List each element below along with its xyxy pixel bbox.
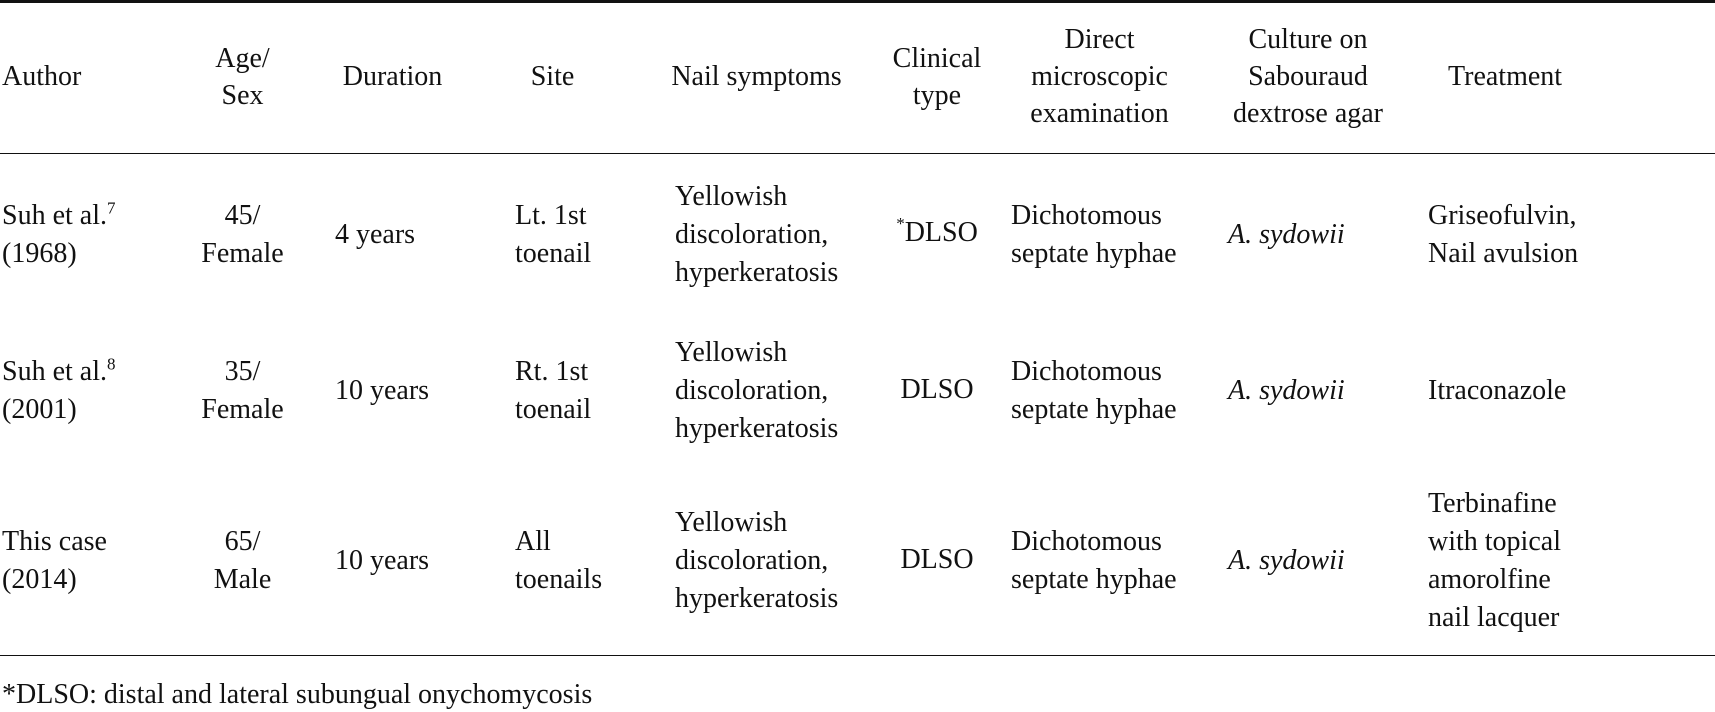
footnote-marker: * [896, 214, 905, 233]
author-year: (1968) [2, 237, 77, 269]
header-direct-microscopy: Direct microscopic examination [991, 0, 1208, 154]
cell-age-sex: 35/ Female [201, 356, 284, 425]
cell-nail-symptoms: Yellowish discoloration, hyperkeratosis [675, 337, 839, 444]
cell-duration: 4 years [335, 218, 416, 250]
author-year: (2001) [2, 394, 77, 425]
table-footnote: *DLSO: distal and lateral subungual onychomycosis [2, 679, 593, 710]
cell-age-sex: 65/ Male [175, 467, 310, 656]
cell-age-sex: 45/ Female [201, 199, 284, 269]
cell-microscopy: Dichotomous septate hyphae [991, 467, 1208, 656]
cell-clinical-type: *DLSO [896, 214, 978, 248]
cell-clinical-type: DLSO [900, 373, 974, 405]
reference-number: 7 [107, 198, 116, 218]
table-row [0, 154, 1715, 316]
cell-culture: A. sydowii [1228, 218, 1345, 250]
header-site: Site [475, 0, 630, 154]
cell-author [0, 315, 175, 467]
author-year: (2014) [2, 564, 77, 595]
cell-nail-symptoms: Yellowish discoloration, hyperkeratosis [630, 467, 883, 656]
cell-duration: 10 years [310, 467, 475, 656]
cell-treatment: Griseofulvin, Nail avulsion [1428, 199, 1579, 269]
header-author: Author [0, 0, 175, 154]
cell-site: Lt. 1st toenail [515, 199, 592, 269]
cell-author [0, 467, 175, 656]
author-name: Suh et al. [2, 199, 107, 231]
reference-number: 8 [107, 354, 116, 374]
cell-microscopy: Dichotomous septate hyphae [1011, 356, 1177, 425]
cell-treatment: Itraconazole [1428, 375, 1567, 406]
cell-duration: 10 years [335, 375, 430, 406]
cell-treatment: Terbinafine with topical amorolfine nail lacquer [1408, 467, 1715, 656]
author-name: This case [2, 526, 107, 557]
cell-culture: A. sydowii [1208, 467, 1408, 656]
cell-author [0, 154, 175, 316]
cell-nail-symptoms: Yellowish discoloration, hyperkeratosis [675, 180, 839, 288]
cell-culture: A. sydowii [1228, 375, 1345, 406]
table-row [0, 315, 1715, 467]
header-clinical-type: Clinical type [883, 0, 991, 154]
table-row [0, 467, 1715, 656]
cell-microscopy: Dichotomous septate hyphae [1011, 199, 1177, 269]
header-culture: Culture on Sabouraud dextrose agar [1208, 0, 1408, 154]
cell-site: Rt. 1st toenail [515, 356, 592, 425]
header-age-sex: Age/ Sex [175, 0, 310, 154]
cell-site: All toenails [475, 467, 630, 656]
header-treatment: Treatment [1408, 0, 1715, 154]
header-nail-symptoms: Nail symptoms [630, 0, 883, 154]
header-row [0, 0, 1715, 154]
cell-clinical-type: DLSO [883, 467, 991, 656]
author-name: Suh et al. [2, 356, 107, 387]
header-duration: Duration [310, 0, 475, 154]
